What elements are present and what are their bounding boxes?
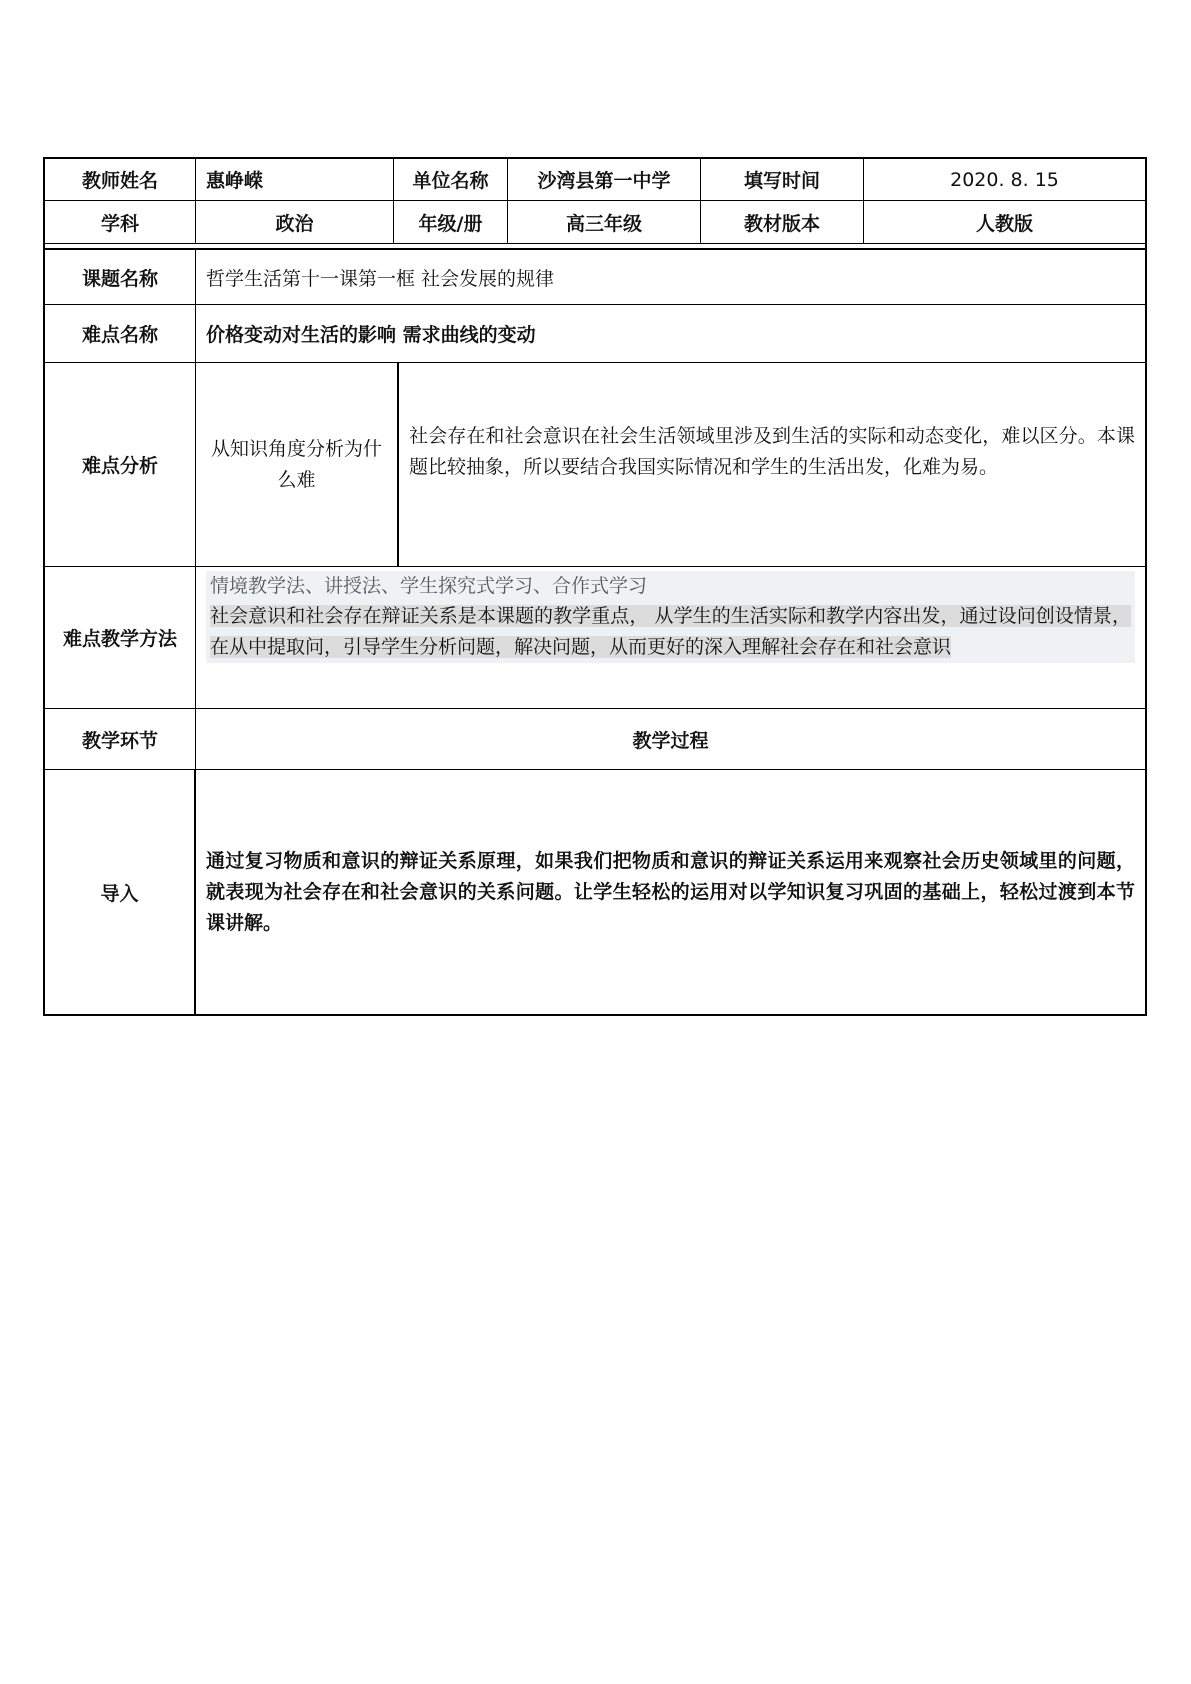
- teacher-label: 教师姓名: [45, 159, 196, 201]
- difficulty-label: 难点名称: [45, 305, 196, 363]
- analysis-text: 社会存在和社会意识在社会生活领域里涉及到生活的实际和动态变化，难以区分。本课题比较抽象，所以要结合我国实际情况和学生的生活出发，化难为易。: [409, 425, 1135, 478]
- topic-value: 哲学生活第十一课第一框 社会发展的规律: [196, 250, 1145, 305]
- difficulty-row: [43, 305, 1147, 363]
- unit-value: 沙湾县第一中学: [508, 159, 701, 201]
- teacher-value: 惠峥嵘: [196, 159, 394, 201]
- method-row: [43, 567, 1147, 709]
- process-header-row: [43, 709, 1147, 770]
- analysis-sub-label-text: 从知识角度分析为什么难: [210, 437, 382, 491]
- date-value: 2020. 8. 15: [864, 159, 1145, 201]
- subject-label: 学科: [45, 201, 196, 244]
- grade-value: 高三年级: [508, 201, 701, 244]
- method-text: [210, 601, 1131, 663]
- analysis-sub-label: [196, 363, 399, 567]
- method-line-1: 情境教学法、讲授法、学生探究式学习、合作式学习: [210, 575, 648, 597]
- unit-label: 单位名称: [394, 159, 508, 201]
- method-cell: [196, 567, 1145, 709]
- header-row-1: [43, 157, 1147, 201]
- method-box: [206, 571, 1135, 663]
- subject-value: 政治: [196, 201, 394, 244]
- intro-text: 通过复习物质和意识的辩证关系原理，如果我们把物质和意识的辩证关系运用来观察社会历史领域里的问题，就表现为社会存在和社会意识的关系问题。让学生轻松的运用对以学知识复习巩固的基础上，轻松过渡到本节课讲解。: [206, 849, 1135, 934]
- intro-text-cell: [196, 770, 1145, 1014]
- method-text-highlight: 社会意识和社会存在辩证关系是本课题的教学重点， 从学生的生活实际和教学内容出发，通过设问创设情景，在从中提取问，引导学生分析问题，解决问题，从而更好的深入理解社会存在和社会意识: [210, 605, 1131, 658]
- header-row-2: [43, 201, 1147, 244]
- difficulty-value: 价格变动对生活的影响 需求曲线的变动: [196, 305, 1145, 363]
- method-label: 难点教学方法: [45, 567, 196, 709]
- intro-label: 导入: [45, 770, 196, 1014]
- intro-row: [43, 770, 1147, 1016]
- analysis-row: [43, 363, 1147, 567]
- topic-row: [43, 248, 1147, 305]
- topic-label: 课题名称: [45, 250, 196, 305]
- analysis-label: 难点分析: [45, 363, 196, 567]
- grade-label: 年级/册: [394, 201, 508, 244]
- process-title: 教学过程: [196, 709, 1145, 770]
- edition-value: 人教版: [864, 201, 1145, 244]
- process-step-label: 教学环节: [45, 709, 196, 770]
- edition-label: 教材版本: [701, 201, 864, 244]
- analysis-text-cell: [399, 363, 1145, 567]
- lesson-plan-table: [43, 157, 1147, 1016]
- date-label: 填写时间: [701, 159, 864, 201]
